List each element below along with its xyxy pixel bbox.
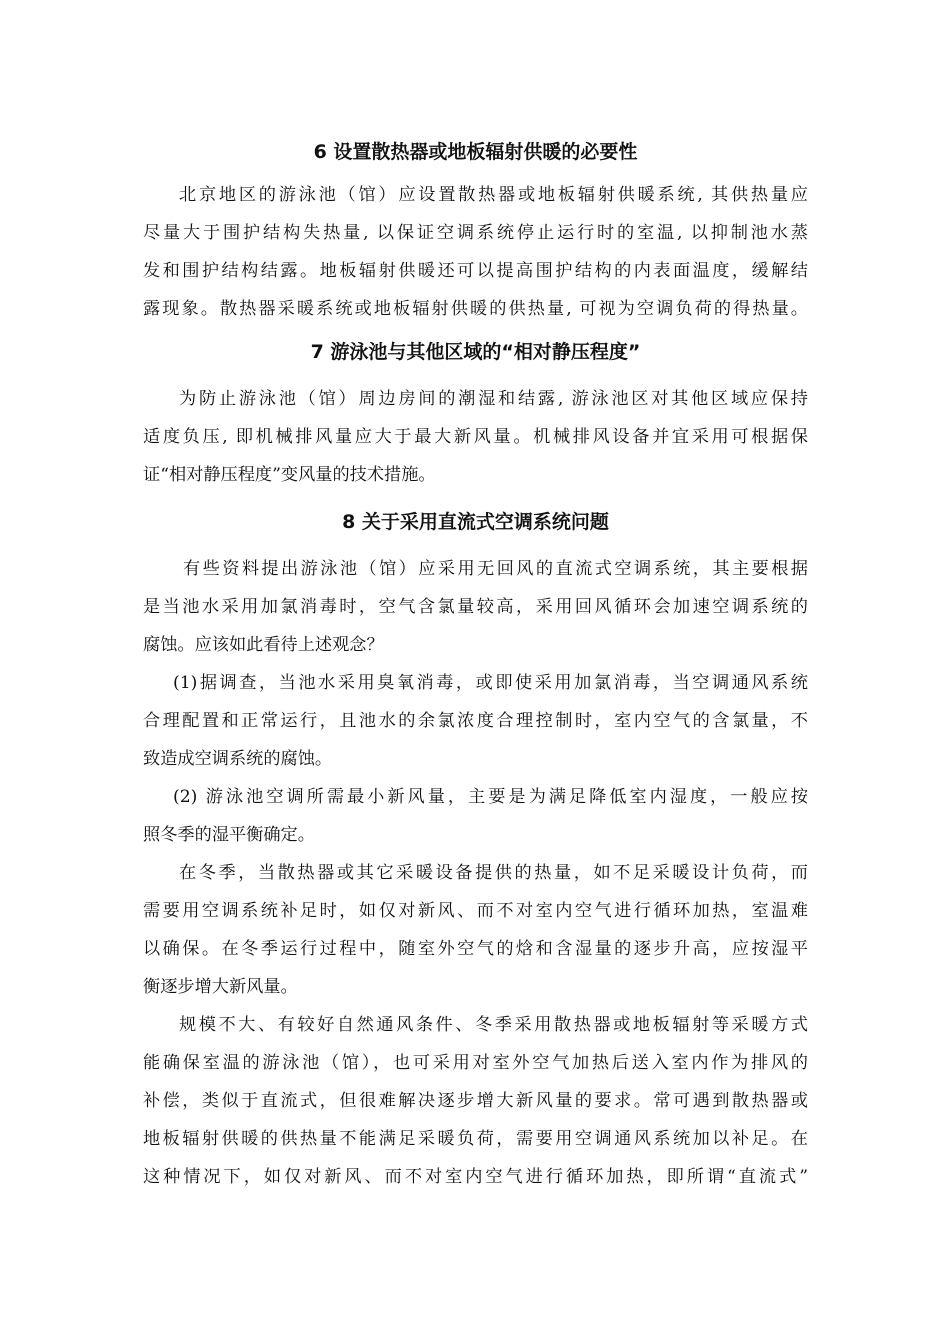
text-line: 补偿，类似于直流式，但很难解决逐步增大新风量的要求。常可遇到散热器或 xyxy=(143,1091,808,1111)
text-line: 照冬季的湿平衡确定。 xyxy=(143,825,315,845)
paragraph xyxy=(143,1006,808,1196)
text-line: 适度负压, 即机械排风量应大于最大新风量。机械排风设备并宜采用可根据保 xyxy=(143,427,808,447)
text-line: 在冬季，当散热器或其它采暖设备提供的热量，如不足采暖设计负荷，而 xyxy=(179,863,808,883)
paragraph xyxy=(143,664,808,778)
text-line: 是当池水采用加氯消毒时，空气含氯量较高，采用回风循环会加速空调系统的 xyxy=(143,597,808,617)
paragraph xyxy=(143,854,808,1006)
section-heading-7: 7 游泳池与其他区域的“相对静压程度” xyxy=(310,341,641,363)
text-line: 需要用空调系统补足时，如仅对新风、而不对室内空气进行循环加热，室温难 xyxy=(143,901,808,921)
text-line: 致造成空调系统的腐蚀。 xyxy=(143,749,333,769)
section-heading-6: 6 设置散热器或地板辐射供暖的必要性 xyxy=(313,141,638,163)
text-line: 发和围护结构结露。地板辐射供暖还可以提高围护结构的内表面温度，缓解结 xyxy=(143,261,808,281)
text-line: (2) 游泳池空调所需最小新风量，主要是为满足降低室内湿度，一般应按 xyxy=(173,787,808,807)
paragraph xyxy=(143,550,808,664)
paragraph xyxy=(143,380,808,494)
text-line: 能确保室温的游泳池（馆），也可采用对室外空气加热后送入室内作为排风的 xyxy=(143,1053,808,1073)
paragraph xyxy=(143,778,808,854)
text-line: 尽量大于围护结构失热量, 以保证空调系统停止运行时的室温, 以抑制池水蒸 xyxy=(143,223,808,243)
text-line: 地板辐射供暖的供热量不能满足采暖负荷，需要用空调通风系统加以补足。在 xyxy=(143,1129,808,1149)
document-page xyxy=(143,128,808,1196)
text-line: 北京地区的游泳池（馆）应设置散热器或地板辐射供暖系统, 其供热量应 xyxy=(179,185,808,205)
text-line: 证“相对静压程度”变风量的技术措施。 xyxy=(143,465,436,485)
text-line: 合理配置和正常运行，且池水的余氯浓度合理控制时，室内空气的含氯量，不 xyxy=(143,711,808,731)
text-line: 为防止游泳池（馆）周边房间的潮湿和结露, 游泳池区对其他区域应保持 xyxy=(179,389,808,409)
text-line: (1)据调查，当池水采用臭氧消毒，或即使采用加氯消毒，当空调通风系统 xyxy=(173,673,808,693)
text-line: 有些资料提出游泳池（馆）应采用无回风的直流式空调系统，其主要根据 xyxy=(183,559,808,579)
text-line: 腐蚀。应该如此看待上述观念？ xyxy=(143,635,384,655)
text-line: 露现象。散热器采暖系统或地板辐射供暖的供热量, 可视为空调负荷的得热量。 xyxy=(143,299,808,319)
text-line: 这种情况下，如仅对新风、而不对室内空气进行循环加热，即所谓“直流式” xyxy=(143,1167,808,1187)
paragraph xyxy=(143,176,808,328)
text-line: 以确保。在冬季运行过程中，随室外空气的焓和含湿量的逐步升高，应按湿平 xyxy=(143,939,808,959)
text-line: 规模不大、有较好自然通风条件、冬季采用散热器或地板辐射等采暖方式 xyxy=(179,1015,808,1035)
text-line: 衡逐步增大新风量。 xyxy=(143,977,298,997)
section-heading-8: 8 关于采用直流式空调系统问题 xyxy=(342,511,609,533)
